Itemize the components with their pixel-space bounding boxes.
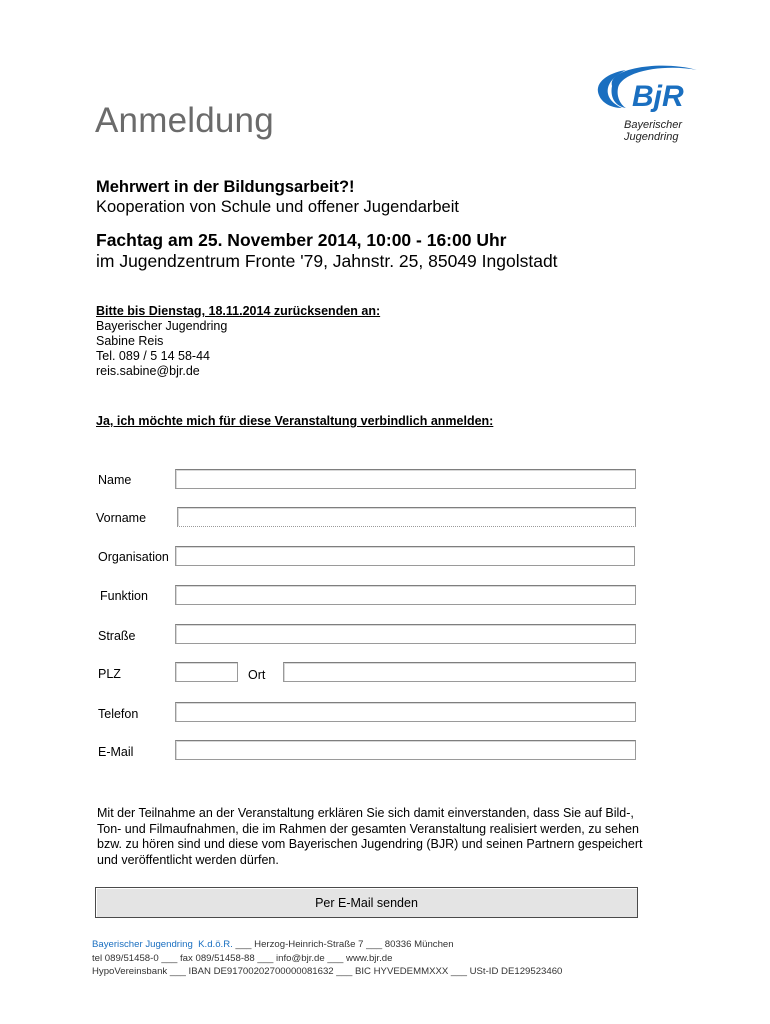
- email-label: E-Mail: [98, 745, 134, 759]
- bjr-logo-graphic: [592, 58, 702, 148]
- logo-text: BjR: [632, 80, 684, 113]
- organisation-input[interactable]: [175, 546, 635, 566]
- ort-label: Ort: [248, 668, 266, 682]
- vorname-label: Vorname: [96, 511, 147, 525]
- footer-line-2: tel 089/51458-0 ___ fax 089/51458-88 ___ info@bjr.de ___ www.bjr.de: [92, 953, 393, 964]
- funktion-label: Funktion: [100, 589, 148, 603]
- footer-address: ___ Herzog-Heinrich-Straße 7 ___ 80336 München: [235, 939, 454, 950]
- consent-text: Mit der Teilnahme an der Veranstaltung erklären Sie sich damit einverstanden, dass Sie auf Bild-, Ton- und Filmaufnahmen, die im Rahmen der gesamten Veranstaltung realisiert werden, zu sehen bzw. zu hören sind und diese vom Bayerischen Jugendring (BJR) und seinen Partnern gespeichert und veröffentlicht werden dürfen.: [97, 806, 643, 867]
- footer-org: Bayerischer Jugendring: [92, 939, 193, 950]
- strasse-label: Straße: [98, 629, 136, 643]
- plz-label: PLZ: [98, 667, 121, 681]
- return-person: Sabine Reis: [96, 334, 164, 348]
- footer-line-3: HypoVereinsbank ___ IBAN DE91700202700000081632 ___ BIC HYVEDEMMXXX ___ USt-ID DE129523460: [92, 966, 563, 977]
- return-org: Bayerischer Jugendring: [96, 319, 228, 333]
- return-info: [96, 304, 380, 379]
- plz-input[interactable]: [175, 662, 238, 682]
- confirm-statement: Ja, ich möchte mich für diese Veranstaltung verbindlich anmelden:: [96, 414, 494, 428]
- logo-subtitle-1: Bayerischer: [624, 119, 683, 131]
- funktion-input[interactable]: [175, 585, 636, 605]
- intro-subheadline: Kooperation von Schule und offener Jugendarbeit: [96, 198, 459, 216]
- event-date: Fachtag am 25. November 2014, 10:00 - 16:00 Uhr: [96, 230, 507, 250]
- telefon-label: Telefon: [98, 707, 139, 721]
- return-email: reis.sabine@bjr.de: [96, 364, 200, 378]
- email-input[interactable]: [175, 740, 636, 760]
- return-deadline: Bitte bis Dienstag, 18.11.2014 zurücksenden an:: [96, 304, 381, 318]
- page-title: Anmeldung: [95, 101, 274, 140]
- strasse-input[interactable]: [175, 624, 636, 644]
- return-phone: Tel. 089 / 5 14 58-44: [96, 349, 210, 363]
- send-email-button[interactable]: Per E-Mail senden: [95, 887, 638, 918]
- intro-headline: Mehrwert in der Bildungsarbeit?!: [96, 178, 355, 196]
- bjr-logo: [592, 58, 702, 148]
- organisation-label: Organisation: [98, 550, 169, 564]
- logo-subtitle-2: Jugendring: [624, 131, 679, 143]
- name-input[interactable]: [175, 469, 636, 489]
- event-location: im Jugendzentrum Fronte '79, Jahnstr. 25, 85049 Ingolstadt: [96, 251, 558, 271]
- footer-legal: K.d.ö.R.: [198, 939, 233, 950]
- telefon-input[interactable]: [175, 702, 636, 722]
- name-label: Name: [98, 473, 132, 487]
- footer-line-1: [92, 938, 454, 951]
- ort-input[interactable]: [283, 662, 636, 682]
- vorname-input[interactable]: [177, 507, 636, 527]
